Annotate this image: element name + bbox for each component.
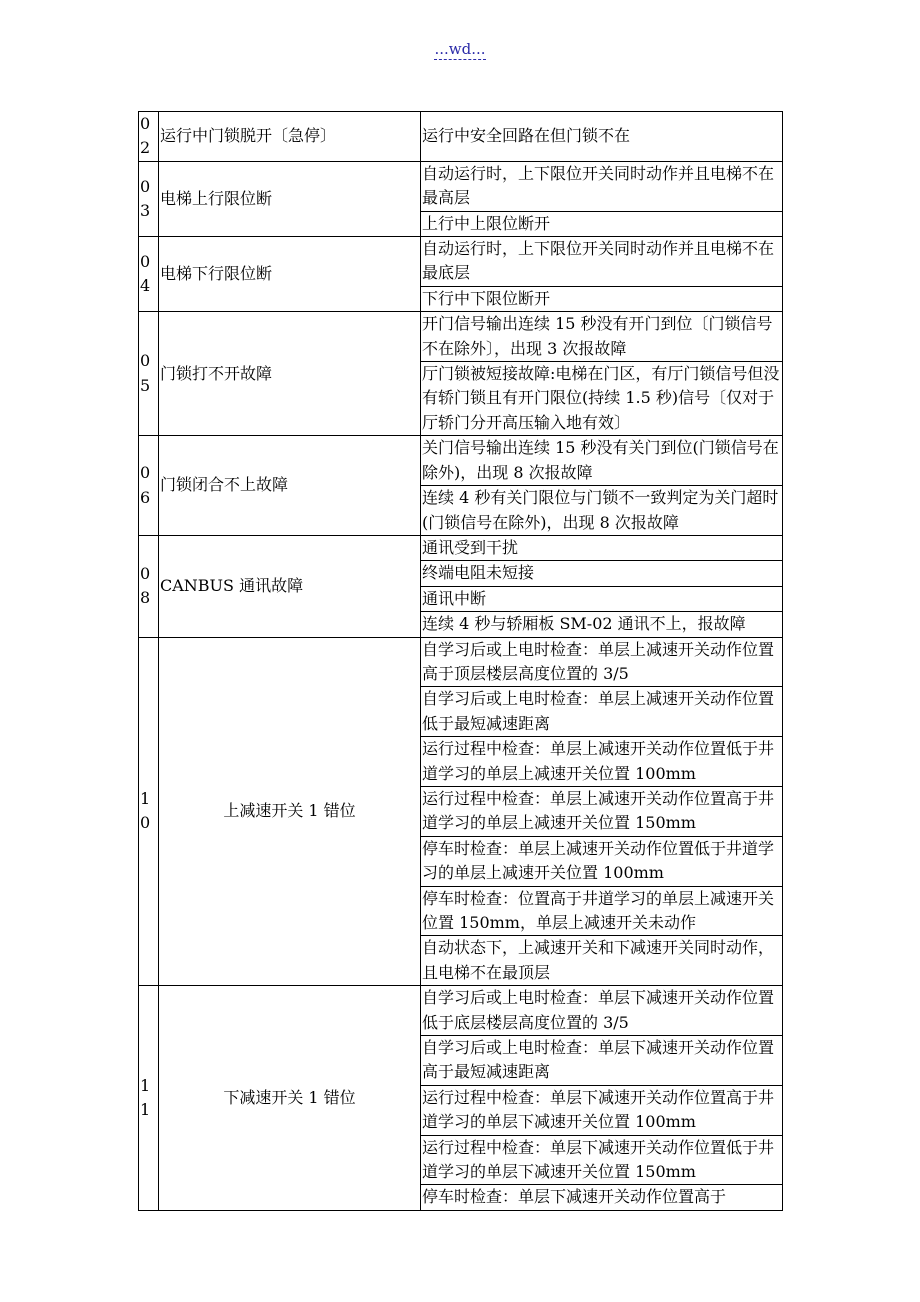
fault-table-body	[139, 112, 783, 1211]
fault-row	[139, 436, 783, 486]
fault-description: 自学习后或上电时检查：单层上减速开关动作位置低于最短减速距离	[421, 687, 783, 737]
fault-row	[139, 986, 783, 1036]
fault-name: 上减速开关 1 错位	[159, 637, 421, 986]
fault-code: 11	[139, 986, 159, 1211]
fault-description: 连续 4 秒有关门限位与门锁不一致判定为关门超时(门锁信号在除外)，出现 8 次报故障	[421, 486, 783, 536]
fault-code: 10	[139, 637, 159, 986]
fault-code: 05	[139, 312, 159, 436]
fault-name: 门锁打不开故障	[159, 312, 421, 436]
fault-name: 运行中门锁脱开〔急停〕	[159, 112, 421, 162]
fault-description: 通讯受到干扰	[421, 535, 783, 560]
fault-row	[139, 637, 783, 687]
fault-row	[139, 237, 783, 287]
fault-description: 自动运行时，上下限位开关同时动作并且电梯不在最底层	[421, 237, 783, 287]
fault-description: 厅门锁被短接故障:电梯在门区，有厅门锁信号但没有轿门锁且有开门限位(持续 1.5 秒)信号〔仅对于厅轿门分开高压输入地有效〕	[421, 362, 783, 436]
fault-code: 08	[139, 535, 159, 637]
fault-description: 停车时检查：位置高于井道学习的单层上减速开关位置 150mm，单层上减速开关未动作	[421, 886, 783, 936]
fault-row	[139, 161, 783, 211]
fault-description: 终端电阻未短接	[421, 561, 783, 586]
fault-code: 06	[139, 436, 159, 536]
fault-description: 自学习后或上电时检查：单层下减速开关动作位置低于底层楼层高度位置的 3/5	[421, 986, 783, 1036]
fault-description: 运行过程中检查：单层上减速开关动作位置低于井道学习的单层上减速开关位置 100mm	[421, 737, 783, 787]
fault-description: 运行过程中检查：单层下减速开关动作位置低于井道学习的单层下减速开关位置 150mm	[421, 1135, 783, 1185]
fault-description: 下行中下限位断开	[421, 286, 783, 311]
fault-name: 下减速开关 1 错位	[159, 986, 421, 1211]
fault-name: 电梯上行限位断	[159, 161, 421, 236]
fault-name: 电梯下行限位断	[159, 237, 421, 312]
fault-code: 02	[139, 112, 159, 162]
fault-row	[139, 312, 783, 362]
fault-description: 开门信号输出连续 15 秒没有开门到位〔门锁信号不在除外〕，出现 3 次报故障	[421, 312, 783, 362]
fault-description: 运行中安全回路在但门锁不在	[421, 112, 783, 162]
fault-description: 自学习后或上电时检查：单层下减速开关动作位置高于最短减速距离	[421, 1036, 783, 1086]
fault-name: 门锁闭合不上故障	[159, 436, 421, 536]
fault-description: 上行中上限位断开	[421, 211, 783, 236]
fault-code-table	[138, 111, 783, 1211]
fault-code: 03	[139, 161, 159, 236]
fault-description: 连续 4 秒与轿厢板 SM-02 通讯不上，报故障	[421, 612, 783, 637]
fault-code: 04	[139, 237, 159, 312]
fault-description: 关门信号输出连续 15 秒没有关门到位(门锁信号在除外)，出现 8 次报故障	[421, 436, 783, 486]
header-link[interactable]	[0, 40, 920, 58]
fault-description: 停车时检查：单层下减速开关动作位置高于	[421, 1185, 783, 1210]
fault-description: 自动状态下，上减速开关和下减速开关同时动作，且电梯不在最顶层	[421, 936, 783, 986]
fault-description: 运行过程中检查：单层上减速开关动作位置高于井道学习的单层上减速开关位置 150mm	[421, 786, 783, 836]
fault-description: 通讯中断	[421, 586, 783, 611]
fault-name: CANBUS 通讯故障	[159, 535, 421, 637]
fault-description: 自动运行时，上下限位开关同时动作并且电梯不在最高层	[421, 161, 783, 211]
fault-description: 运行过程中检查：单层下减速开关动作位置高于井道学习的单层下减速开关位置 100mm	[421, 1085, 783, 1135]
fault-row	[139, 535, 783, 560]
fault-description: 停车时检查：单层上减速开关动作位置低于井道学习的单层上减速开关位置 100mm	[421, 836, 783, 886]
fault-description: 自学习后或上电时检查：单层上减速开关动作位置高于顶层楼层高度位置的 3/5	[421, 637, 783, 687]
header-link-text[interactable]: ...wd...	[434, 40, 486, 58]
fault-row	[139, 112, 783, 162]
